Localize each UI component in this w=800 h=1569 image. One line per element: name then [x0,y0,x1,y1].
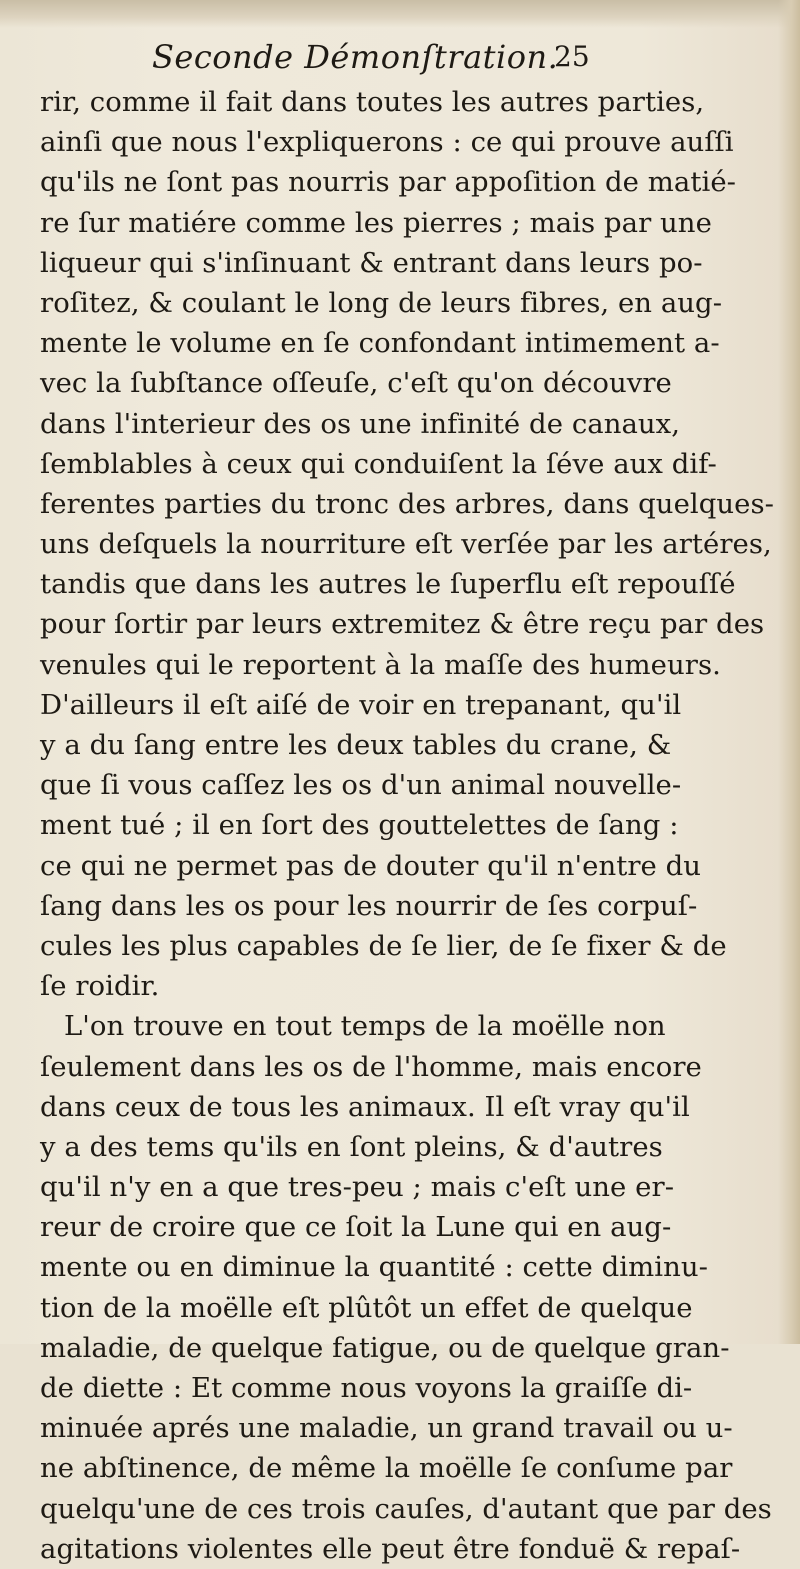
body-text [40,82,774,1569]
text-line: qu'ils ne ſont pas nourris par appoſition de matié- [40,166,736,199]
text-line: y a du ſang entre les deux tables du crane, & [40,729,672,761]
text-line: dans ceux de tous les animaux. Il eſt vray qu'il [40,1090,690,1123]
text-line: mente le volume en ſe confondant intimement a- [40,327,720,360]
text-line: minuée aprés une maladie, un grand travail ou u- [40,1412,733,1445]
text-line: re ſur matiére comme les pierres ; mais par une [40,206,712,239]
text-line: tion de la moëlle eſt plûtôt un effet de quelque [40,1291,693,1324]
page-header [0,38,800,78]
text-line: vec la ſubſtance oſſeuſe, c'eſt qu'on découvre [40,367,672,400]
text-line: L'on trouve en tout temps de la moëlle non [64,1010,666,1043]
text-line: liqueur qui s'inſinuant & entrant dans leurs po- [40,246,703,279]
page-top-edge [0,0,800,28]
text-line: y a des tems qu'ils en ſont pleins, & d'autres [40,1130,663,1163]
text-line: D'ailleurs il eſt aiſé de voir en trepanant, qu'il [40,688,682,721]
paragraph-2 [40,1006,772,1569]
text-line: que ſi vous caſſez les os d'un animal nouvelle- [40,769,682,802]
text-line: ferentes parties du tronc des arbres, dans quelques- [40,487,774,520]
text-line: uns deſquels la nourriture eſt verſée par les artéres, [40,528,772,561]
text-line: cules les plus capables de ſe lier, de ſe fixer & de [40,929,727,962]
text-line: maladie, de quelque fatigue, ou de quelque gran- [40,1331,730,1364]
text-line: tandis que dans les autres le ſuperflu eſt repouſſé [40,568,736,601]
text-line: venules qui le reportent à la maſſe des humeurs. [40,648,721,681]
text-line: qu'il n'y en a que tres-peu ; mais c'eſt une er- [40,1171,675,1204]
text-line: ce qui ne permet pas de douter qu'il n'entre du [40,849,702,882]
text-line: ment tué ; il en ſort des gouttelettes de ſang : [40,809,679,842]
page-number: 25 [554,40,590,73]
paragraph-1 [40,82,774,1006]
text-line: ſemblables à ceux qui conduiſent la ſéve aux dif- [40,447,717,480]
text-line: agitations violentes elle peut être fonduë & repaſ- [40,1532,741,1565]
page-right-edge [778,0,800,1344]
text-line: ſe roidir. [40,970,160,1003]
text-line: ſang dans les os pour les nourrir de ſes corpuſ- [40,889,698,922]
text-line: de diette : Et comme nous voyons la graiſſe di- [40,1372,693,1404]
running-title: Seconde Démonſtration. [152,38,559,76]
text-line: rir, comme il fait dans toutes les autres parties, [40,86,705,118]
text-line: pour ſortir par leurs extremitez & être reçu par des [40,608,765,641]
text-line: ainſi que nous l'expliquerons : ce qui prouve auſſi [40,126,734,159]
text-line: ne abſtinence, de même la moëlle ſe conſume par [40,1452,733,1485]
text-line: quelqu'une de ces trois cauſes, d'autant que par des [40,1492,772,1525]
text-line: roſitez, & coulant le long de leurs fibres, en aug- [40,286,723,319]
text-line: ſeulement dans les os de l'homme, mais encore [40,1050,702,1083]
text-line: reur de croire que ce ſoit la Lune qui en aug- [40,1211,672,1244]
text-line: mente ou en diminue la quantité : cette diminu- [40,1251,708,1284]
text-line: dans l'interieur des os une infinité de canaux, [40,407,681,440]
